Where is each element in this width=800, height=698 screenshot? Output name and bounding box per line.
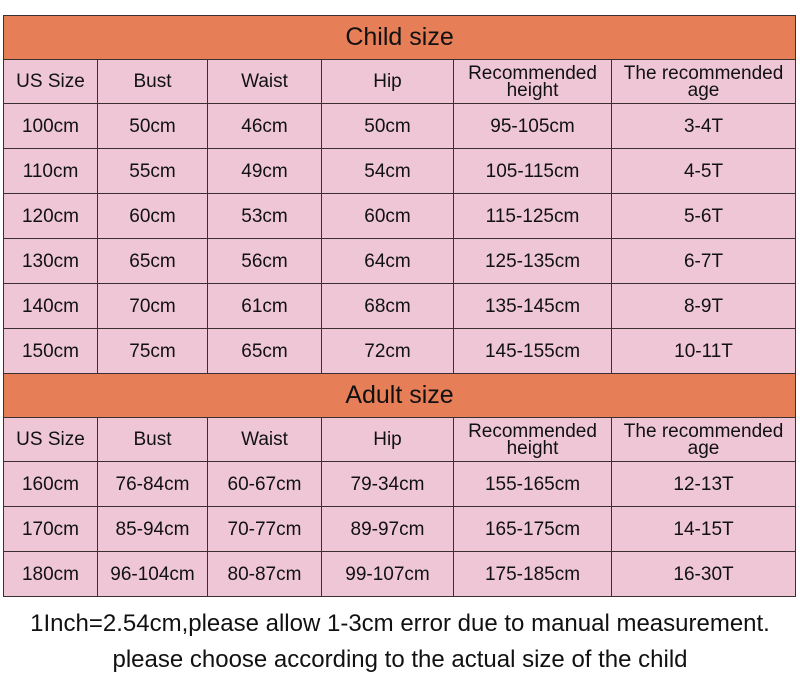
cell-waist: 70-77cm [208, 507, 322, 552]
cell-us-size: 120cm [4, 194, 98, 239]
cell-waist: 46cm [208, 104, 322, 149]
size-chart [3, 15, 795, 597]
header-line: height [506, 437, 559, 459]
cell-bust: 96-104cm [98, 552, 208, 597]
table-row [4, 329, 796, 374]
adult-column-headers [4, 418, 796, 462]
cell-us-size: 180cm [4, 552, 98, 597]
cell-age: 4-5T [612, 149, 796, 194]
cell-age: 5-6T [612, 194, 796, 239]
column-header-hip: Hip [322, 60, 454, 104]
adult-size-title: Adult size [4, 374, 796, 418]
column-header-waist: Waist [208, 60, 322, 104]
cell-age: 8-9T [612, 284, 796, 329]
cell-bust: 76-84cm [98, 462, 208, 507]
cell-height: 95-105cm [454, 104, 612, 149]
measurement-notes [0, 606, 800, 678]
header-line: The recommended [623, 62, 784, 84]
cell-us-size: 170cm [4, 507, 98, 552]
note-conversion: 1Inch=2.54cm,please allow 1-3cm error due to manual measurement. [30, 610, 770, 637]
column-header-us-size: US Size [4, 60, 98, 104]
cell-height: 125-135cm [454, 239, 612, 284]
cell-us-size: 160cm [4, 462, 98, 507]
cell-age: 14-15T [612, 507, 796, 552]
header-line: Recommended [468, 62, 597, 84]
cell-us-size: 110cm [4, 149, 98, 194]
cell-height: 135-145cm [454, 284, 612, 329]
cell-bust: 85-94cm [98, 507, 208, 552]
cell-us-size: 140cm [4, 284, 98, 329]
cell-height: 175-185cm [454, 552, 612, 597]
cell-hip: 64cm [322, 239, 454, 284]
header-line: age [687, 437, 720, 459]
header-line: Recommended [468, 420, 597, 442]
cell-age: 16-30T [612, 552, 796, 597]
child-column-headers [4, 60, 796, 104]
adult-section-header [4, 374, 796, 418]
header-line: age [687, 79, 720, 101]
cell-bust: 75cm [98, 329, 208, 374]
cell-bust: 60cm [98, 194, 208, 239]
header-line: height [506, 79, 559, 101]
column-header-us-size: US Size [4, 418, 98, 462]
cell-bust: 50cm [98, 104, 208, 149]
cell-bust: 55cm [98, 149, 208, 194]
cell-waist: 80-87cm [208, 552, 322, 597]
cell-waist: 56cm [208, 239, 322, 284]
column-header-hip: Hip [322, 418, 454, 462]
cell-waist: 60-67cm [208, 462, 322, 507]
cell-waist: 65cm [208, 329, 322, 374]
cell-age: 6-7T [612, 239, 796, 284]
table-row [4, 194, 796, 239]
cell-height: 105-115cm [454, 149, 612, 194]
cell-age: 10-11T [612, 329, 796, 374]
table-row [4, 507, 796, 552]
cell-bust: 65cm [98, 239, 208, 284]
child-size-title: Child size [4, 16, 796, 60]
column-header-recommended-age [612, 60, 796, 104]
cell-height: 165-175cm [454, 507, 612, 552]
header-line: The recommended [623, 420, 784, 442]
cell-hip: 99-107cm [322, 552, 454, 597]
child-section-header [4, 16, 796, 60]
cell-hip: 79-34cm [322, 462, 454, 507]
column-header-bust: Bust [98, 60, 208, 104]
table-row [4, 552, 796, 597]
table-row [4, 104, 796, 149]
cell-waist: 49cm [208, 149, 322, 194]
cell-hip: 89-97cm [322, 507, 454, 552]
cell-us-size: 150cm [4, 329, 98, 374]
cell-age: 3-4T [612, 104, 796, 149]
cell-hip: 72cm [322, 329, 454, 374]
cell-height: 155-165cm [454, 462, 612, 507]
column-header-recommended-age [612, 418, 796, 462]
cell-us-size: 100cm [4, 104, 98, 149]
cell-age: 12-13T [612, 462, 796, 507]
column-header-recommended-height [454, 418, 612, 462]
cell-hip: 54cm [322, 149, 454, 194]
table-row [4, 149, 796, 194]
cell-height: 145-155cm [454, 329, 612, 374]
cell-hip: 50cm [322, 104, 454, 149]
column-header-recommended-height [454, 60, 612, 104]
cell-height: 115-125cm [454, 194, 612, 239]
table-row [4, 284, 796, 329]
table-row [4, 239, 796, 284]
cell-hip: 60cm [322, 194, 454, 239]
column-header-bust: Bust [98, 418, 208, 462]
cell-waist: 61cm [208, 284, 322, 329]
note-choose-size: please choose according to the actual size of the child [112, 646, 688, 673]
cell-waist: 53cm [208, 194, 322, 239]
column-header-waist: Waist [208, 418, 322, 462]
size-table [3, 15, 796, 597]
cell-bust: 70cm [98, 284, 208, 329]
cell-us-size: 130cm [4, 239, 98, 284]
table-row [4, 462, 796, 507]
cell-hip: 68cm [322, 284, 454, 329]
